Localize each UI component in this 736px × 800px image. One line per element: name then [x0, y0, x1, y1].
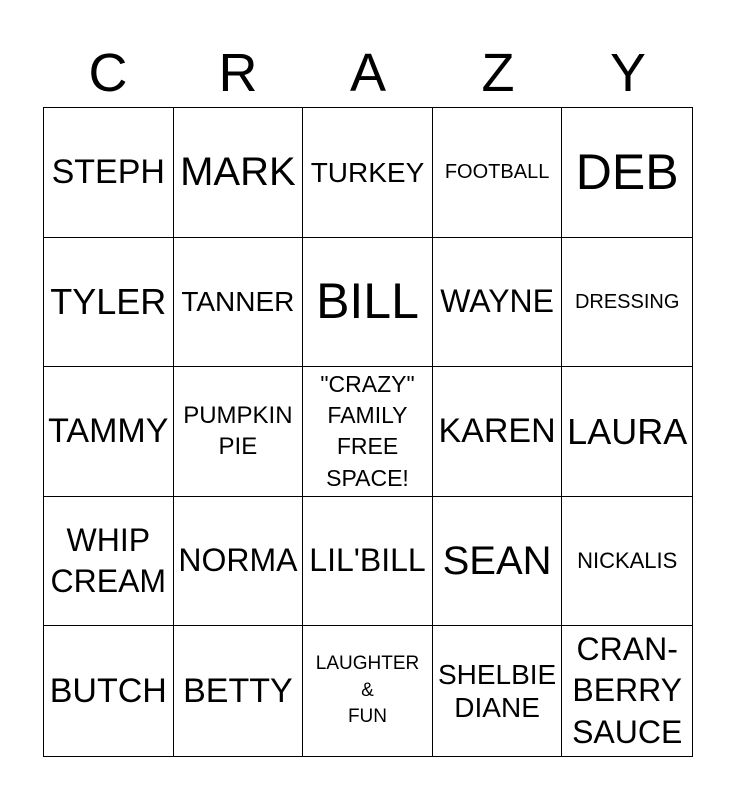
bingo-cell[interactable] — [44, 497, 174, 627]
free-space-label: "CRAZY" FAMILY FREE SPACE! — [320, 371, 415, 491]
cell-label: NICKALIS — [577, 548, 678, 574]
bingo-cell[interactable] — [174, 238, 304, 368]
cell-label: FOOTBALL — [444, 161, 550, 184]
bingo-cell[interactable] — [562, 108, 692, 238]
cell-label: DEB — [575, 143, 679, 200]
header-letter-a: A — [349, 43, 387, 103]
bingo-cell[interactable] — [44, 238, 174, 368]
bingo-cell[interactable] — [44, 108, 174, 238]
cell-label: CRAN- BERRY SAUCE — [572, 630, 683, 750]
bingo-cell[interactable] — [562, 367, 692, 497]
cell-label: SEAN — [442, 539, 552, 584]
cell-label: BETTY — [183, 671, 293, 710]
bingo-cell[interactable] — [174, 497, 304, 627]
bingo-cell[interactable] — [433, 497, 563, 627]
bingo-cell[interactable] — [562, 238, 692, 368]
cell-label: PUMPKIN PIE — [183, 402, 293, 461]
cell-label: SHELBIE DIANE — [437, 658, 557, 724]
cell-label: LIL'BILL — [309, 542, 426, 579]
bingo-cell[interactable] — [174, 108, 304, 238]
bingo-cell[interactable] — [562, 497, 692, 627]
bingo-cell[interactable] — [303, 108, 433, 238]
cell-label: WAYNE — [440, 283, 554, 320]
bingo-cell[interactable] — [174, 626, 304, 756]
bingo-cell[interactable] — [303, 238, 433, 368]
cell-label: LAUGHTER & FUN — [315, 653, 420, 728]
cell-label: KAREN — [438, 412, 556, 451]
bingo-cell[interactable] — [562, 626, 692, 756]
bingo-cell[interactable] — [433, 238, 563, 368]
cell-label: WHIP CREAM — [50, 521, 167, 600]
cell-label: STEPH — [51, 152, 165, 191]
cell-label: DRESSING — [574, 290, 680, 313]
bingo-board — [43, 107, 693, 757]
bingo-cell[interactable] — [303, 626, 433, 756]
bingo-cell[interactable] — [433, 367, 563, 497]
bingo-header — [43, 38, 693, 108]
bingo-cell[interactable] — [44, 626, 174, 756]
bingo-cell[interactable] — [433, 108, 563, 238]
header-letter-y: Y — [609, 43, 647, 103]
cell-label: TYLER — [50, 281, 167, 323]
cell-label: TAMMY — [48, 412, 169, 451]
cell-label: NORMA — [178, 542, 298, 579]
bingo-cell[interactable] — [44, 367, 174, 497]
cell-label: TURKEY — [310, 156, 425, 188]
cell-label: BUTCH — [49, 671, 167, 710]
bingo-cell[interactable] — [174, 367, 304, 497]
cell-label: TANNER — [181, 286, 295, 318]
bingo-cell[interactable] — [433, 626, 563, 756]
header-letter-c: C — [88, 43, 128, 103]
cell-label: BILL — [316, 273, 419, 330]
cell-label: LAURA — [567, 410, 688, 452]
bingo-cell[interactable] — [303, 497, 433, 627]
header-letter-r: R — [218, 43, 258, 103]
free-space-cell[interactable] — [303, 367, 433, 497]
header-letter-z: Z — [481, 43, 515, 103]
cell-label: MARK — [180, 150, 296, 195]
